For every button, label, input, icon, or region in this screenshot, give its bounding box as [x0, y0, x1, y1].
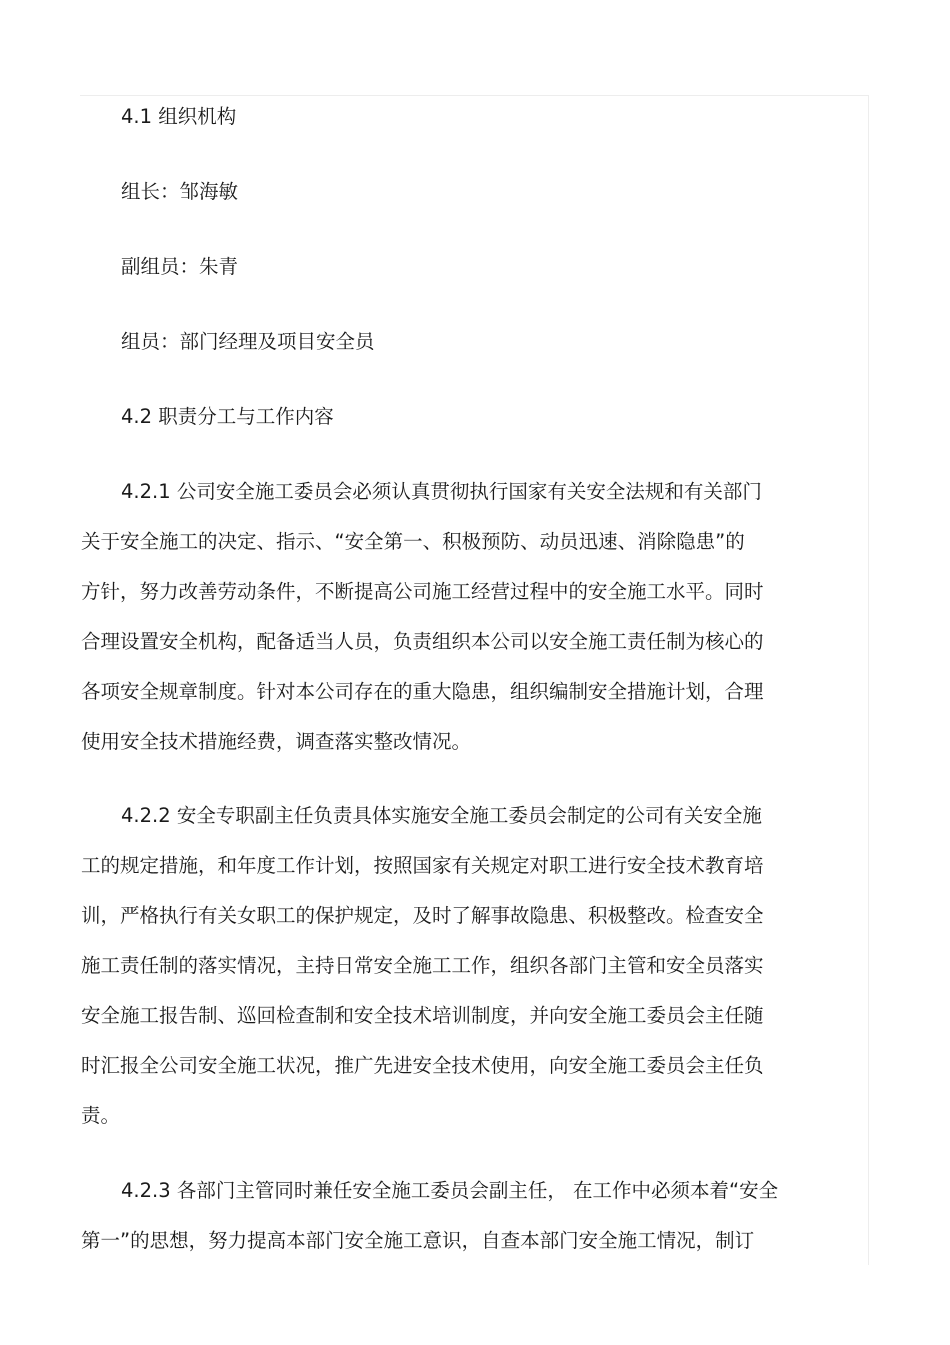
page-border-top: [80, 95, 869, 96]
paragraph-4-2-2-line: 4.2.2 安全专职副主任负责具体实施安全施工委员会制定的公司有关安全施: [121, 804, 762, 827]
paragraph-4-2-3-line: 第一”的思想，努力提高本部门安全施工意识，自查本部门安全施工情况，制订: [81, 1229, 755, 1252]
paragraph-4-2-2-line: 训，严格执行有关女职工的保护规定，及时了解事故隐患、积极整改。检查安全: [81, 904, 764, 927]
paragraph-4-2-1-line: 各项安全规章制度。针对本公司存在的重大隐患，组织编制安全措施计划，合理: [81, 680, 764, 703]
group-leader: 组长：邹海敏: [121, 180, 239, 203]
paragraph-4-2-2-line: 时汇报全公司安全施工状况，推广先进安全技术使用，向安全施工委员会主任负: [81, 1054, 764, 1077]
group-members: 组员：部门经理及项目安全员: [121, 330, 375, 353]
paragraph-4-2-2-line: 工的规定措施，和年度工作计划，按照国家有关规定对职工进行安全技术教育培: [81, 854, 764, 877]
paragraph-4-2-2-line: 安全施工报告制、巡回检查制和安全技术培训制度，并向安全施工委员会主任随: [81, 1004, 764, 1027]
paragraph-4-2-2-line: 责。: [81, 1104, 121, 1127]
deputy-member: 副组员：朱青: [121, 255, 239, 278]
section-heading-4-1: 4.1 组织机构: [121, 105, 237, 128]
paragraph-4-2-2-line: 施工责任制的落实情况，主持日常安全施工工作，组织各部门主管和安全员落实: [81, 954, 764, 977]
page-border-right: [868, 95, 869, 1265]
paragraph-4-2-1-line: 4.2.1 公司安全施工委员会必须认真贯彻执行国家有关安全法规和有关部门: [121, 480, 762, 503]
paragraph-4-2-1-line: 方针，努力改善劳动条件，不断提高公司施工经营过程中的安全施工水平。同时: [81, 580, 764, 603]
paragraph-4-2-3-line: 4.2.3 各部门主管同时兼任安全施工委员会副主任， 在工作中必须本着“安全: [121, 1179, 779, 1202]
paragraph-4-2-1-line: 关于安全施工的决定、指示、“安全第一、积极预防、动员迅速、消除隐患”的: [81, 530, 745, 553]
paragraph-4-2-1-line: 合理设置安全机构，配备适当人员，负责组织本公司以安全施工责任制为核心的: [81, 630, 764, 653]
section-heading-4-2: 4.2 职责分工与工作内容: [121, 405, 334, 428]
paragraph-4-2-1-line: 使用安全技术措施经费，调查落实整改情况。: [81, 730, 472, 753]
